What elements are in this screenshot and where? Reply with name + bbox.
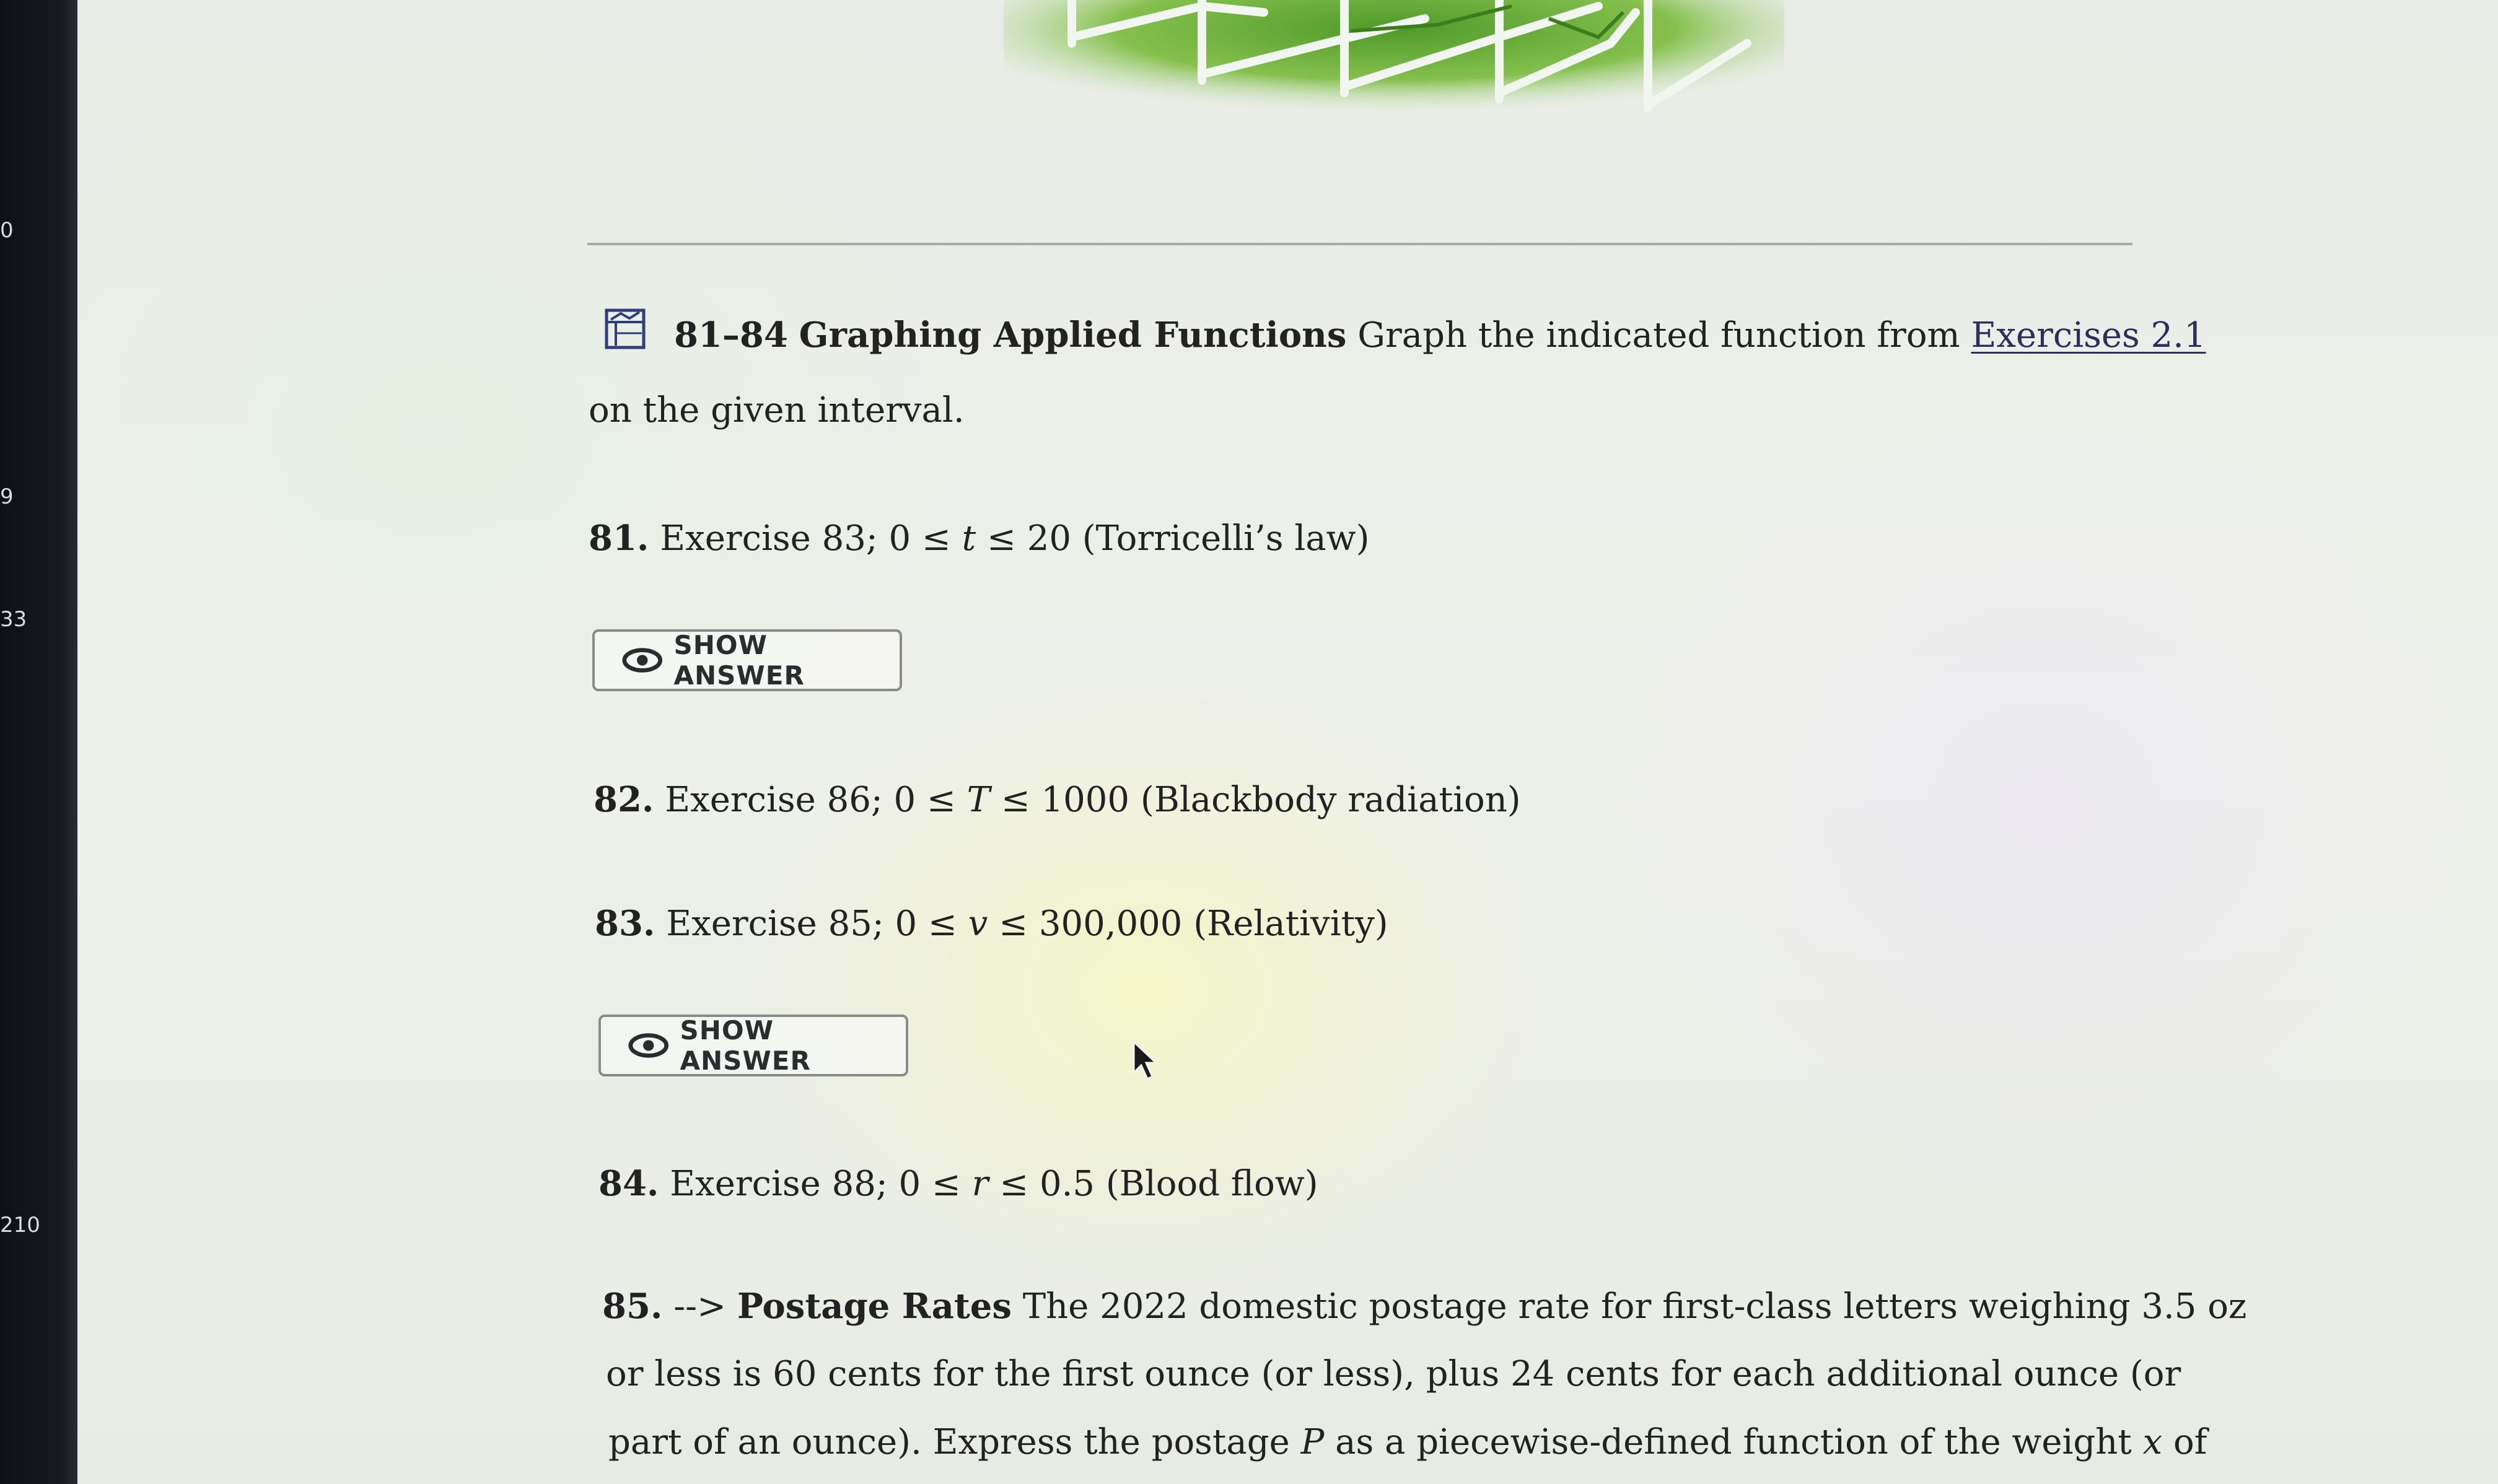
problem-text: of <box>2162 1422 2207 1462</box>
problem-title: Postage Rates <box>737 1286 1012 1327</box>
ruler-number: 9 <box>0 484 14 509</box>
eye-icon <box>628 1032 669 1058</box>
problem-text: The 2022 domestic postage rate for first-class letters weighing 3.5 oz <box>1022 1286 2247 1327</box>
exercise-81 <box>589 518 1369 559</box>
problem-number: 85. <box>602 1286 663 1327</box>
exercise-number: 82. <box>594 779 654 820</box>
section-heading <box>674 315 2206 356</box>
exercises-2-1-link[interactable]: Exercises 2.1 <box>1971 315 2206 356</box>
show-answer-button-83[interactable] <box>598 1015 908 1076</box>
section-intro: Graph the indicated function from <box>1357 315 1960 356</box>
ruler-number: 0 <box>0 218 14 243</box>
problem-85-line-1 <box>602 1286 2246 1327</box>
problem-variable: x <box>2142 1422 2163 1462</box>
problem-85-line-3 <box>608 1422 2207 1462</box>
mouse-cursor-icon <box>1133 1041 1157 1080</box>
ruler-number: 210 <box>0 1213 40 1237</box>
section-title: Graphing Applied Functions <box>799 315 1347 356</box>
exercise-number: 83. <box>595 903 655 944</box>
section-range: 81–84 <box>674 315 788 356</box>
exercise-variable: T <box>966 780 991 820</box>
show-answer-button-81[interactable] <box>592 629 902 691</box>
ruler-number: 33 <box>0 607 27 632</box>
chapter-banner-image <box>1004 0 1784 142</box>
problem-text: as a piecewise-defined function of the weight <box>1324 1422 2143 1462</box>
exercise-variable: t <box>962 518 976 559</box>
problem-text: part of an ounce). Express the postage <box>608 1422 1301 1462</box>
left-sidebar <box>0 0 77 1484</box>
exercise-text: Exercise 86; 0 ≤ <box>665 780 967 820</box>
exercise-text: Exercise 83; 0 ≤ <box>660 518 962 559</box>
exercise-text: ≤ 0.5 (Blood flow) <box>988 1164 1318 1204</box>
exercise-82 <box>594 779 1521 820</box>
exercise-variable: v <box>968 904 988 944</box>
exercise-84 <box>598 1163 1318 1204</box>
show-answer-label: SHOW ANSWER <box>680 1015 811 1076</box>
exercise-text: ≤ 20 (Torricelli’s law) <box>976 518 1370 559</box>
exercise-text: Exercise 85; 0 ≤ <box>666 904 968 944</box>
problem-85-line-2: or less is 60 cents for the first ounce (or less), plus 24 cents for each additional ounce (or <box>606 1354 2181 1394</box>
exercise-number: 81. <box>589 518 649 559</box>
eye-icon <box>622 647 663 673</box>
exercise-text: ≤ 300,000 (Relativity) <box>988 904 1388 944</box>
exercise-text: ≤ 1000 (Blackbody radiation) <box>990 780 1521 820</box>
exercise-83 <box>595 903 1388 944</box>
graphing-device-icon <box>605 308 646 349</box>
section-divider <box>587 243 2132 245</box>
exercise-text: Exercise 88; 0 ≤ <box>670 1164 972 1204</box>
problem-arrow: --> <box>673 1286 727 1327</box>
show-answer-label: SHOW ANSWER <box>673 630 805 691</box>
section-intro-continued: on the given interval. <box>589 390 965 430</box>
problem-variable: P <box>1300 1422 1325 1462</box>
exercise-variable: r <box>971 1164 989 1204</box>
exercise-number: 84. <box>598 1163 659 1204</box>
